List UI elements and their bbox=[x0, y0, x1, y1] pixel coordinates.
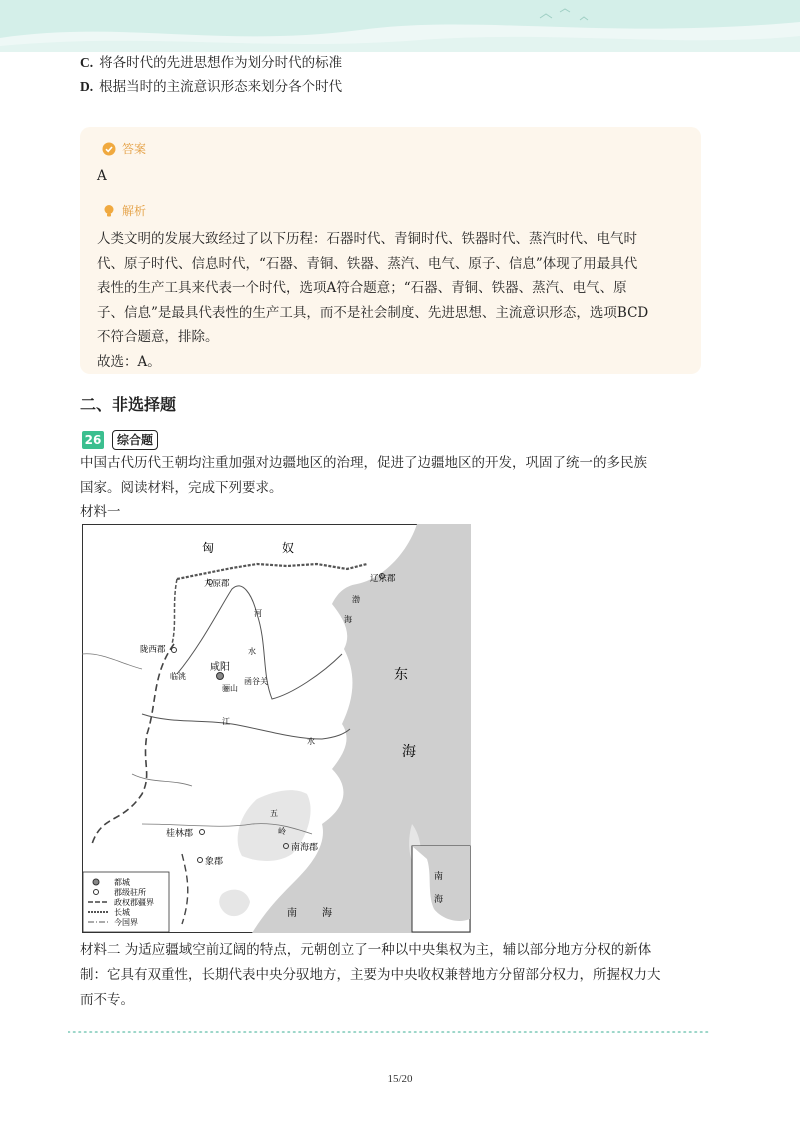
map-label-wuling-2: 岭 bbox=[278, 827, 286, 836]
map-label-lishan: 骊山 bbox=[222, 684, 238, 693]
map-label-nanhai-2: 海 bbox=[322, 908, 332, 919]
legend-great-wall: 长城 bbox=[114, 908, 130, 917]
map-label-he-2: 水 bbox=[248, 647, 256, 656]
legend-boundary: 政权郡疆界 bbox=[114, 898, 154, 907]
legend-commandery: 郡级驻所 bbox=[114, 888, 146, 897]
answer-tag: 答案 bbox=[102, 140, 146, 157]
map-label-guilin: 桂林郡 bbox=[166, 829, 194, 839]
section-title: 二、非选择题 bbox=[80, 395, 177, 414]
map-label-donghai-1: 东 bbox=[394, 667, 408, 683]
map-label-nanhaijun: 南海郡 bbox=[291, 843, 319, 853]
map-label-liaodong: 辽东郡 bbox=[370, 574, 396, 584]
question-intro: 中国古代历代王朝均注重加强对边疆地区的治理，促进了边疆地区的开发，巩固了统一的多民族 国家。阅读材料，完成下列要求。 bbox=[80, 455, 647, 496]
option-d: D. 根据当时的主流意识形态来划分各个时代 bbox=[80, 79, 343, 95]
map-label-he-1: 河 bbox=[254, 609, 262, 618]
legend-capital: 都城 bbox=[114, 878, 130, 887]
analysis-tag: 解析 bbox=[102, 202, 146, 219]
question-type-badge: 综合题 bbox=[112, 430, 158, 450]
material2: 材料二 为适应疆域空前辽阔的特点，元朝创立了一种以中央集权为主，辅以部分地方分权的新体 制：它具有双重性，长期代表中央分驭地方，主要为中央收权兼替地方分留部分权力，所握权力大 而不专。 bbox=[80, 942, 661, 1008]
lightbulb-icon bbox=[102, 204, 116, 218]
map-label-xianyang: 咸阳 bbox=[210, 662, 230, 673]
map-label-nanhai-1: 南 bbox=[287, 908, 297, 919]
qin-dynasty-map bbox=[82, 524, 471, 933]
header-banner bbox=[0, 0, 800, 52]
check-circle-icon bbox=[102, 142, 116, 156]
map-label-jiang-1: 江 bbox=[222, 717, 230, 726]
map-label-donghai-2: 海 bbox=[402, 744, 416, 760]
map-label-bohai-2: 海 bbox=[344, 615, 352, 624]
map-label-xiang: 象郡 bbox=[205, 857, 224, 867]
map-label-jiuyuan: 九原郡 bbox=[204, 579, 230, 589]
answer-box bbox=[80, 127, 701, 374]
dotted-divider bbox=[68, 1030, 710, 1034]
map-label-longxi: 陇西郡 bbox=[140, 645, 166, 655]
map-label-inset-1: 南 bbox=[434, 872, 444, 882]
map-label-inset-2: 海 bbox=[434, 895, 444, 905]
map-label-jiang-2: 水 bbox=[307, 737, 315, 746]
map-label-hanguguan: 函谷关 bbox=[244, 677, 268, 686]
legend-modern-border: 今国界 bbox=[114, 918, 138, 927]
map-label-lintao: 临洮 bbox=[170, 672, 186, 681]
option-c: C. 将各时代的先进思想作为划分时代的标准 bbox=[80, 55, 343, 71]
map-label-xiongnu-2: 奴 bbox=[282, 541, 295, 555]
material1-label: 材料一 bbox=[80, 504, 121, 520]
page-number: 15/20 bbox=[387, 1073, 413, 1085]
answer-value: A bbox=[97, 168, 107, 184]
question-number: 26 bbox=[82, 431, 104, 449]
xianyang-marker bbox=[217, 673, 224, 680]
map-label-wuling-1: 五 bbox=[270, 809, 278, 818]
map-label-xiongnu-1: 匈 bbox=[202, 541, 215, 555]
map-label-bohai-1: 渤 bbox=[352, 595, 360, 604]
analysis-text: 人类文明的发展大致经过了以下历程：石器时代、青铜时代、铁器时代、蒸汽时代、电气时 代、原子时代、信息时代，“石器、青铜、铁器、蒸汽、电气、原子、信息”体现了用最具代 表性的生产工具来代表一个时代，选项A符合题意；“石器、青铜、铁器、蒸汽、电气、原 子、信息”是最具代表性的生产工具，而不是社会制度、先进思想、主流意识形态，选项BCD 不符合题意，排除。 故选：A。 bbox=[97, 231, 649, 370]
